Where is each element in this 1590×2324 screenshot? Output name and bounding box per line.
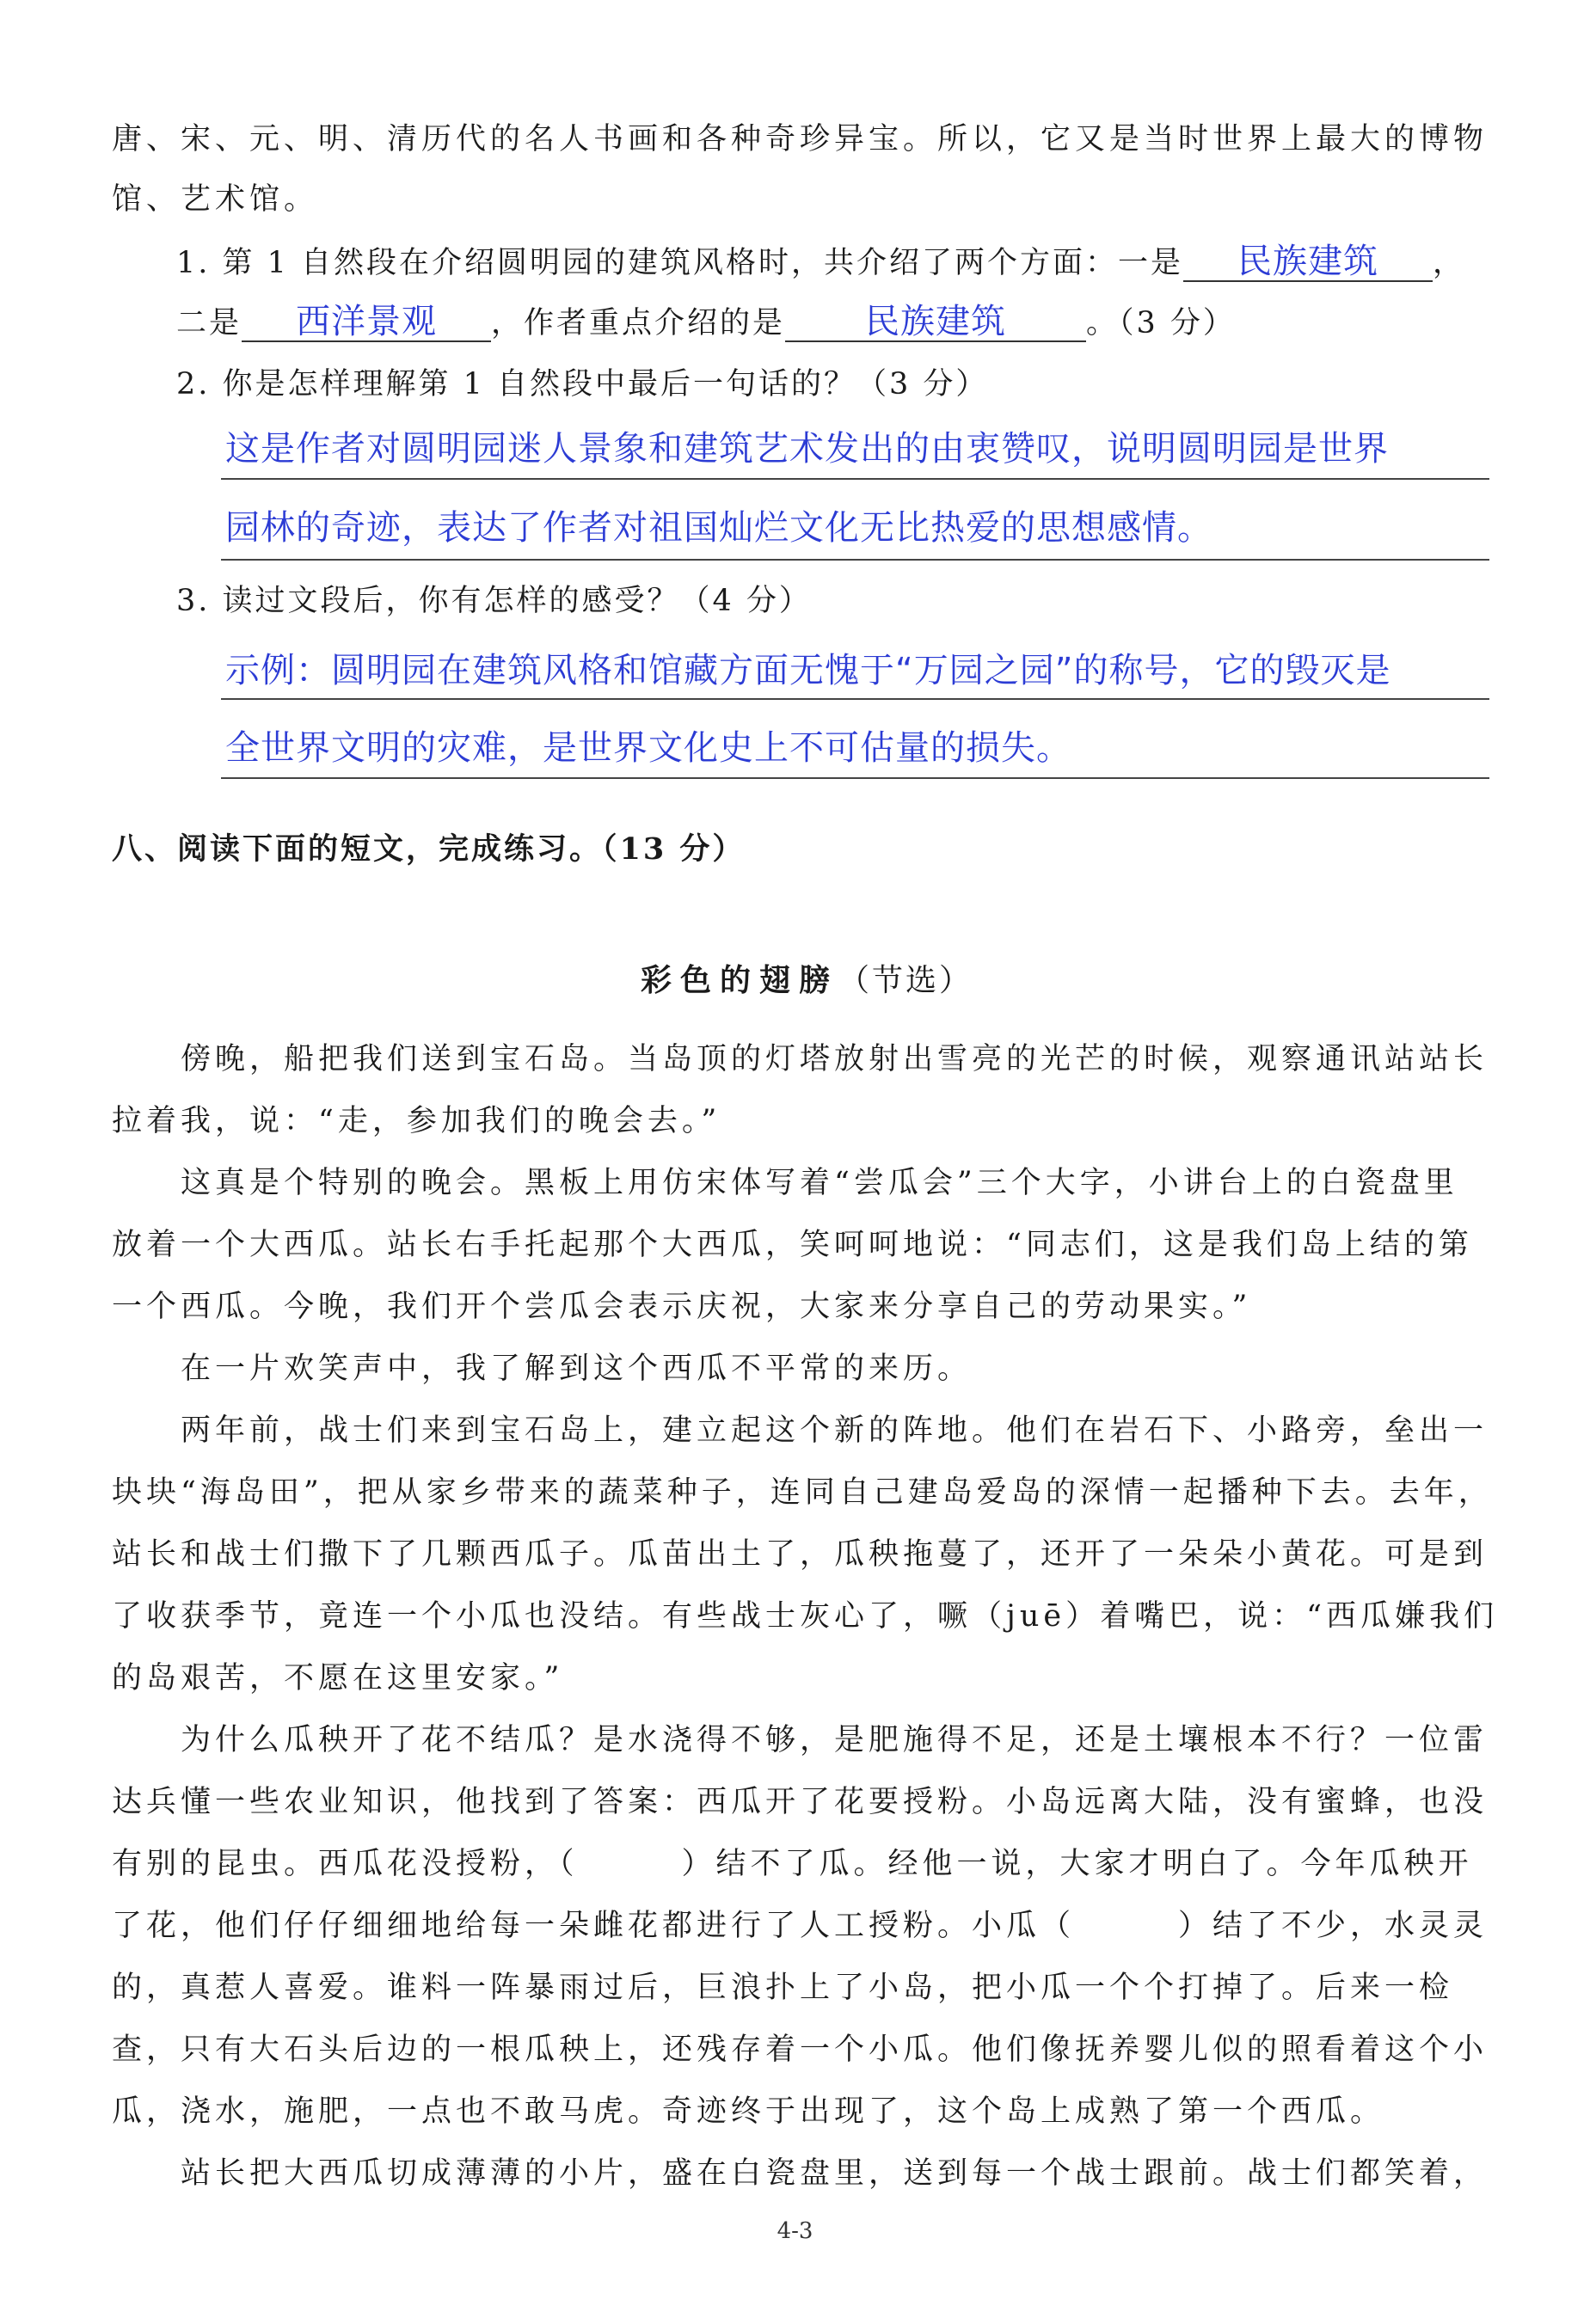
q1-prompt: 1. 第 1 自然段在介绍圆明园的建筑风格时，共介绍了两个方面：一是 [176, 246, 1184, 280]
q3-answer-rule-1 [221, 698, 1489, 700]
passage-line: 拉着我，说：“走，参加我们的晚会去。” [112, 1104, 721, 1138]
q1-line-2 [176, 303, 1236, 342]
q1-comma: ， [1433, 246, 1466, 280]
passage-line: 站长和战士们撒下了几颗西瓜子。瓜苗出土了，瓜秧拖蔓了，还开了一朵朵小黄花。可是到 [112, 1537, 1489, 1572]
q2-question: 2. 你是怎样理解第 1 自然段中最后一句话的？（3 分） [176, 367, 989, 402]
q1-prompt-3: ，作者重点介绍的是 [491, 306, 786, 340]
page-number: 4-3 [777, 2218, 813, 2244]
passage-line: 了收获季节，竟连一个小瓜也没结。有些战士灰心了，噘（juē）着嘴巴，说：“西瓜嫌我们 [112, 1599, 1499, 1634]
passage-line: 了花，他们仔仔细细地给每一朵雌花都进行了人工授粉。小瓜（ ）结了不少，水灵灵 [112, 1909, 1489, 1943]
passage-title [641, 956, 973, 1000]
q1-blank-3 [785, 303, 1086, 342]
q2-answer-line-2: 园林的奇迹，表达了作者对祖国灿烂文化无比热爱的思想感情。 [225, 508, 1212, 548]
passage-line: 这真是个特别的晚会。黑板上用仿宋体写着“尝瓜会”三个大字，小讲台上的白瓷盘里 [181, 1166, 1458, 1200]
q1-blank-2 [242, 303, 491, 342]
passage-line: 的岛艰苦，不愿在这里安家。” [112, 1661, 564, 1695]
q2-answer-line-1: 这是作者对圆明园迷人景象和建筑艺术发出的由衷赞叹，说明圆明园是世界 [225, 429, 1389, 469]
passage-line: 达兵懂一些农业知识，他找到了答案：西瓜开了花要授粉。小岛远离大陆，没有蜜蜂，也没 [112, 1785, 1489, 1819]
q1-line-1 [176, 242, 1465, 282]
top-line-1: 唐、宋、元、明、清历代的名人书画和各种奇珍异宝。所以，它又是当时世界上最大的博物 [112, 122, 1489, 156]
q3-answer-line-2: 全世界文明的灾难，是世界文化史上不可估量的损失。 [225, 728, 1071, 768]
passage-line: 站长把大西瓜切成薄薄的小片，盛在白瓷盘里，送到每一个战士跟前。战士们都笑着， [181, 2156, 1489, 2191]
passage-line: 有别的昆虫。西瓜花没授粉，（ ）结不了瓜。经他一说，大家才明白了。今年瓜秧开 [112, 1847, 1473, 1881]
passage-line: 放着一个大西瓜。站长右手托起那个大西瓜，笑呵呵地说：“同志们，这是我们岛上结的第 [112, 1228, 1473, 1262]
top-line-2: 馆、艺术馆。 [112, 182, 319, 217]
passage-line: 两年前，战士们来到宝石岛上，建立起这个新的阵地。他们在岩石下、小路旁，垒出一 [181, 1413, 1489, 1448]
passage-line: 查，只有大石头后边的一根瓜秧上，还残存着一个小瓜。他们像抚养婴儿似的照看着这个小 [112, 2033, 1489, 2067]
q1-blank-1 [1183, 242, 1433, 282]
q3-answer-line-1: 示例：圆明园在建筑风格和馆藏方面无愧于“万园之园”的称号，它的毁灭是 [225, 651, 1391, 690]
q1-answer-2: 西洋景观 [296, 302, 438, 341]
section-8-heading: 八、阅读下面的短文，完成练习。（13 分） [112, 831, 746, 867]
q1-prompt-2: 二是 [176, 306, 242, 340]
passage-title-main: 彩色的翅膀 [641, 962, 839, 998]
q1-answer-3: 民族建筑 [865, 302, 1007, 341]
passage-line: 傍晚，船把我们送到宝石岛。当岛顶的灯塔放射出雪亮的光芒的时候，观察通讯站站长 [181, 1042, 1489, 1076]
q2-answer-rule-2 [221, 559, 1489, 561]
q1-answer-1: 民族建筑 [1237, 242, 1379, 281]
passage-line: 在一片欢笑声中，我了解到这个西瓜不平常的来历。 [181, 1352, 973, 1386]
passage-title-sub: （节选） [838, 963, 973, 998]
passage-line: 一个西瓜。今晚，我们开个尝瓜会表示庆祝，大家来分享自己的劳动果实。” [112, 1290, 1252, 1324]
q3-answer-rule-2 [221, 777, 1489, 779]
q1-score: 。（3 分） [1086, 306, 1236, 340]
passage-line: 块块“海岛田”，把从家乡带来的蔬菜种子，连同自己建岛爱岛的深情一起播种下去。去年， [112, 1475, 1493, 1510]
passage-line: 为什么瓜秧开了花不结瓜？是水浇得不够，是肥施得不足，还是土壤根本不行？一位雷 [181, 1723, 1489, 1757]
passage-line: 瓜，浇水，施肥，一点也不敢马虎。奇迹终于出现了，这个岛上成熟了第一个西瓜。 [112, 2094, 1385, 2129]
q2-answer-rule-1 [221, 478, 1489, 480]
passage-line: 的，真惹人喜爱。谁料一阵暴雨过后，巨浪扑上了小岛，把小瓜一个个打掉了。后来一检 [112, 1971, 1454, 2005]
q3-question: 3. 读过文段后，你有怎样的感受？（4 分） [176, 584, 812, 618]
